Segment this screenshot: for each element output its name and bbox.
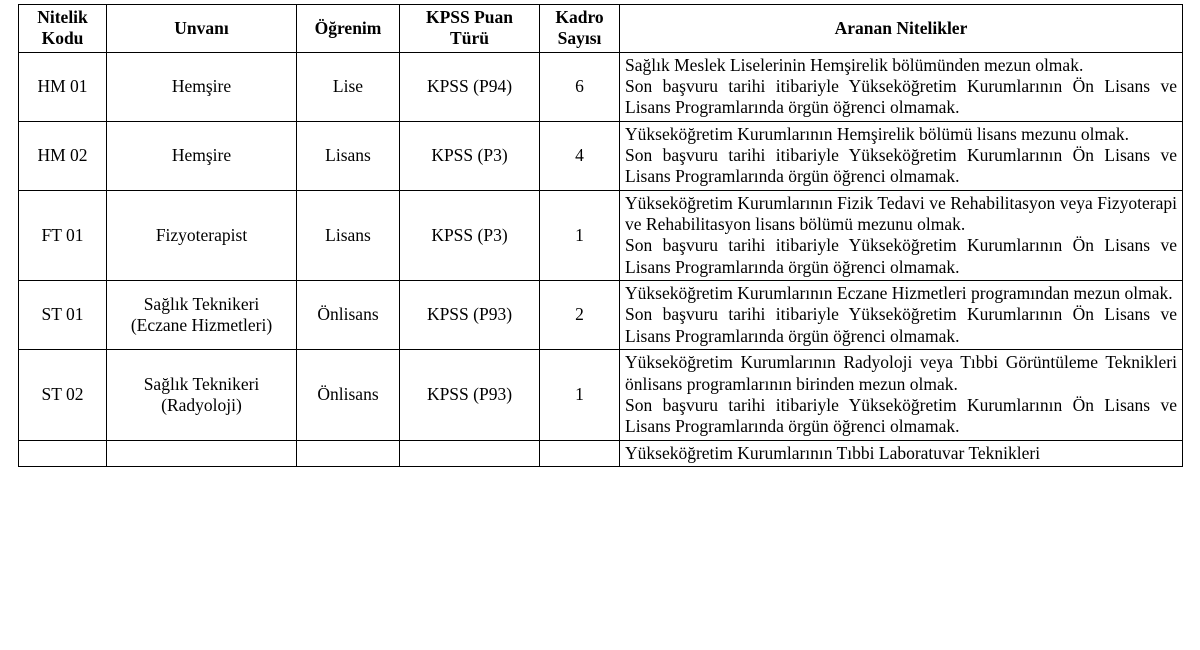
column-header-kadro-line1: Kadro <box>555 7 604 27</box>
cell-kadro-sayisi <box>540 440 620 466</box>
qualification-item: Son başvuru tarihi itibariyle Yükseköğretim Kurumlarının Ön Lisans ve Lisans Programlarında örgün öğrenci olmamak. <box>625 76 1177 118</box>
cell-nitelik-kodu: HM 02 <box>19 121 107 190</box>
cell-unvani <box>107 52 297 121</box>
column-header-nitelik-kodu-line2: Kodu <box>41 28 84 49</box>
cell-kpss-puan-turu: KPSS (P3) <box>400 121 540 190</box>
cell-kpss-puan-turu: KPSS (P94) <box>400 52 540 121</box>
column-header-kadro-line2: Sayısı <box>557 28 602 49</box>
cell-unvani-line2: (Radyoloji) <box>161 394 242 415</box>
column-header-unvani <box>107 5 297 53</box>
cell-unvani-line1: Sağlık Teknikeri <box>143 373 260 394</box>
cell-kadro-sayisi: 6 <box>540 52 620 121</box>
cell-nitelik-kodu: FT 01 <box>19 190 107 280</box>
cell-unvani-line2: (Eczane Hizmetleri) <box>130 315 273 336</box>
column-header-ogrenim <box>297 5 400 53</box>
column-header-kadro-sayisi <box>540 5 620 53</box>
cell-aranan-nitelikler <box>620 52 1183 121</box>
cell-kpss-puan-turu <box>400 440 540 466</box>
table-body <box>19 52 1183 466</box>
cell-ogrenim <box>297 440 400 466</box>
cell-nitelik-kodu <box>19 440 107 466</box>
cell-kpss-puan-turu: KPSS (P3) <box>400 190 540 280</box>
cell-aranan-nitelikler <box>620 190 1183 280</box>
table-row <box>19 52 1183 121</box>
cell-ogrenim: Lisans <box>297 190 400 280</box>
column-header-kpss-line1: KPSS Puan <box>425 7 514 27</box>
cell-ogrenim: Lise <box>297 52 400 121</box>
cell-ogrenim: Lisans <box>297 121 400 190</box>
table-row <box>19 350 1183 440</box>
cell-aranan-nitelikler <box>620 350 1183 440</box>
qualification-item: Son başvuru tarihi itibariyle Yükseköğretim Kurumlarının Ön Lisans ve Lisans Programlarında örgün öğrenci olmamak. <box>625 394 1177 437</box>
cell-unvani-line1: Hemşire <box>171 145 232 166</box>
column-header-aranan-line1: Aranan Nitelikler <box>834 17 968 38</box>
cell-kpss-puan-turu: KPSS (P93) <box>400 281 540 350</box>
cell-unvani-line1: Fizyoterapist <box>155 224 248 245</box>
cell-aranan-nitelikler <box>620 440 1183 466</box>
cell-unvani <box>107 190 297 280</box>
cell-unvani <box>107 121 297 190</box>
cell-nitelik-kodu: ST 02 <box>19 350 107 440</box>
cell-kpss-puan-turu: KPSS (P93) <box>400 350 540 440</box>
column-header-aranan-nitelikler <box>620 5 1183 53</box>
cell-aranan-nitelikler <box>620 281 1183 350</box>
qualification-item: Son başvuru tarihi itibariyle Yükseköğretim Kurumlarının Ön Lisans ve Lisans Programlarında örgün öğrenci olmamak. <box>625 304 1177 346</box>
column-header-unvani-line1: Unvanı <box>174 17 229 38</box>
column-header-kpss-line2: Türü <box>450 28 489 49</box>
qualification-item: Son başvuru tarihi itibariyle Yükseköğretim Kurumlarının Ön Lisans ve Lisans Programlarında örgün öğrenci olmamak. <box>625 235 1177 277</box>
qualification-item: Son başvuru tarihi itibariyle Yükseköğretim Kurumlarının Ön Lisans ve Lisans Programlarında örgün öğrenci olmamak. <box>625 145 1177 187</box>
qualification-item: Yükseköğretim Kurumlarının Radyoloji veya Tıbbi Görüntüleme Teknikleri önlisans programlarının birinden mezun olmak. <box>625 352 1177 394</box>
cell-kadro-sayisi: 1 <box>540 350 620 440</box>
table-header-row <box>19 5 1183 53</box>
cell-ogrenim: Önlisans <box>297 350 400 440</box>
qualification-item: Yükseköğretim Kurumlarının Fizik Tedavi ve Rehabilitasyon veya Fizyoterapi ve Rehabilitasyon lisans bölümü mezunu olmak. <box>625 192 1177 235</box>
cell-unvani-line1: Sağlık Teknikeri <box>143 293 260 314</box>
qualifications-table <box>18 4 1183 467</box>
column-header-nitelik-kodu-line1: Nitelik <box>37 7 88 27</box>
table-header <box>19 5 1183 53</box>
qualification-item: Sağlık Meslek Liselerinin Hemşirelik bölümünden mezun olmak. <box>625 54 1084 75</box>
cell-unvani-line1: Hemşire <box>171 76 232 97</box>
table-row <box>19 121 1183 190</box>
table-row <box>19 190 1183 280</box>
table-row <box>19 281 1183 350</box>
column-header-nitelik-kodu <box>19 5 107 53</box>
column-header-kpss-puan-turu <box>400 5 540 53</box>
cell-nitelik-kodu: HM 01 <box>19 52 107 121</box>
cell-unvani <box>107 281 297 350</box>
cell-nitelik-kodu: ST 01 <box>19 281 107 350</box>
cell-kadro-sayisi: 2 <box>540 281 620 350</box>
document-page <box>0 4 1200 650</box>
cell-aranan-nitelikler <box>620 121 1183 190</box>
column-header-ogrenim-line1: Öğrenim <box>314 17 382 38</box>
qualification-item: Yükseköğretim Kurumlarının Hemşirelik bölümü lisans mezunu olmak. <box>625 123 1130 144</box>
cell-unvani <box>107 350 297 440</box>
table-row-partial <box>19 440 1183 466</box>
cell-unvani <box>107 440 297 466</box>
cell-ogrenim: Önlisans <box>297 281 400 350</box>
cell-kadro-sayisi: 1 <box>540 190 620 280</box>
qualification-item: Yükseköğretim Kurumlarının Eczane Hizmetleri programından mezun olmak. <box>625 283 1173 304</box>
cell-kadro-sayisi: 4 <box>540 121 620 190</box>
qualification-item: Yükseköğretim Kurumlarının Tıbbi Laboratuvar Teknikleri <box>625 442 1041 463</box>
